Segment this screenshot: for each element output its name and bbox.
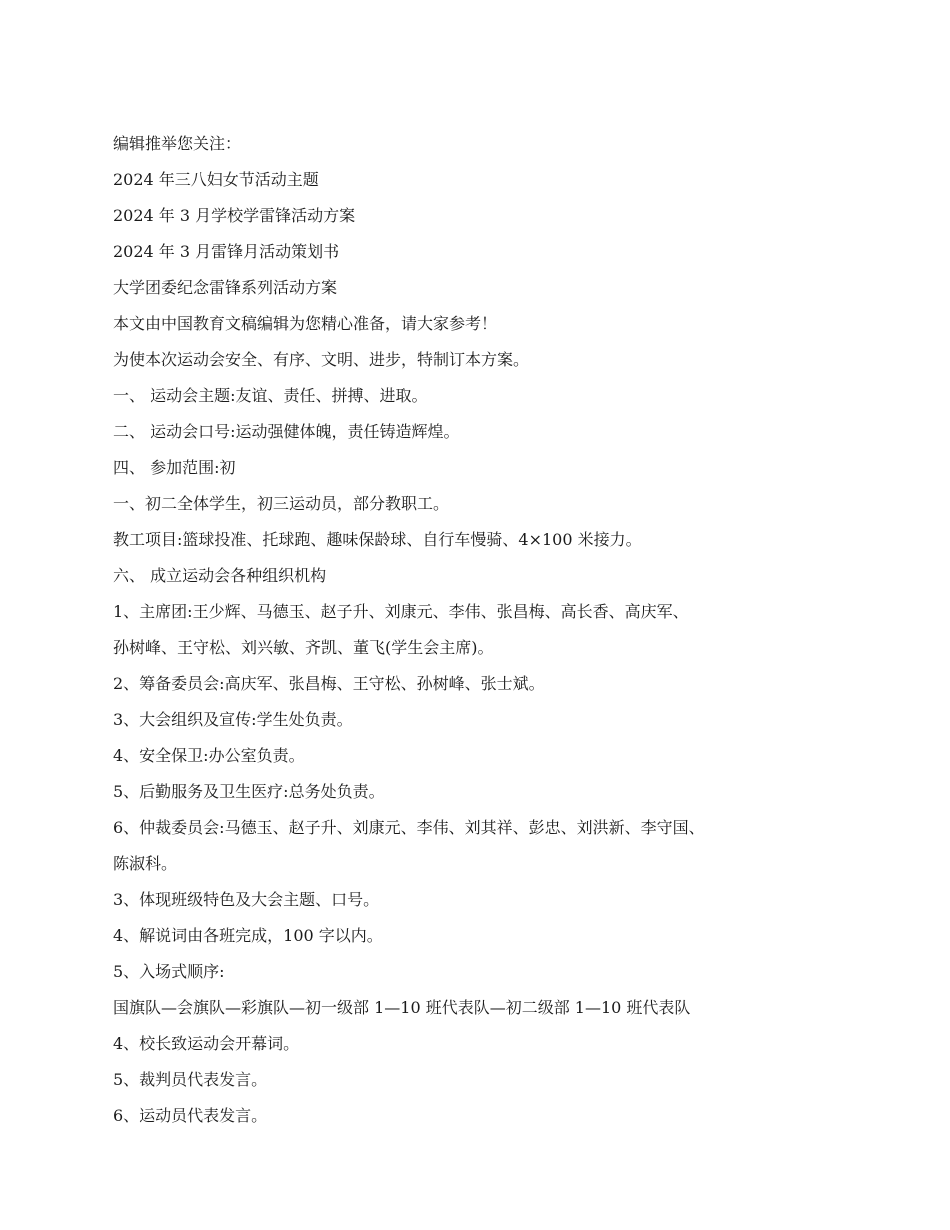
arbitration-line-1: 6、仲裁委员会:马德玉、赵子升、刘康元、李伟、刘其祥、彭忠、刘洪新、李守国、	[113, 818, 705, 837]
entrance-order-heading: 5、入场式顺序:	[113, 962, 225, 981]
referee-speech: 5、裁判员代表发言。	[113, 1070, 268, 1089]
editor-note: 本文由中国教育文稿编辑为您精心准备，请大家参考！	[113, 314, 498, 333]
commentary: 4、解说词由各班完成，100 字以内。	[113, 926, 383, 945]
logistics: 5、后勤服务及卫生医疗:总务处负责。	[113, 782, 385, 801]
section-slogan: 二、 运动会口号:运动强健体魄，责任铸造辉煌。	[113, 422, 460, 441]
class-feature: 3、体现班级特色及大会主题、口号。	[113, 890, 380, 909]
scope-detail: 一、初二全体学生，初三运动员，部分教职工。	[113, 494, 450, 513]
document-body	[113, 126, 873, 1134]
arbitration-line-2: 陈淑科。	[113, 854, 178, 873]
recommend-link-1: 2024 年三八妇女节活动主题	[113, 170, 319, 189]
section-organization: 六、 成立运动会各种组织机构	[113, 566, 327, 585]
recommend-link-3: 2024 年 3 月雷锋月活动策划书	[113, 242, 340, 261]
intro-paragraph: 为使本次运动会安全、有序、文明、进步，特制订本方案。	[113, 350, 530, 369]
publicity: 3、大会组织及宣传:学生处负责。	[113, 710, 353, 729]
presidium-line-1: 1、主席团:王少辉、马德玉、赵子升、刘康元、李伟、张昌梅、高长香、高庆军、	[113, 602, 689, 621]
presidium-line-2: 孙树峰、王守松、刘兴敏、齐凯、董飞(学生会主席)。	[113, 638, 494, 657]
recommend-link-4: 大学团委纪念雷锋系列活动方案	[113, 278, 338, 297]
athlete-speech: 6、运动员代表发言。	[113, 1106, 268, 1125]
staff-events: 教工项目:篮球投准、托球跑、趣味保龄球、自行车慢骑、4×100 米接力。	[113, 530, 642, 549]
security: 4、安全保卫:办公室负责。	[113, 746, 305, 765]
preparatory-committee: 2、筹备委员会:高庆军、张昌梅、王守松、孙树峰、张士斌。	[113, 674, 545, 693]
recommend-link-2: 2024 年 3 月学校学雷锋活动方案	[113, 206, 356, 225]
recommend-heading: 编辑推举您关注：	[113, 134, 242, 153]
principal-speech: 4、校长致运动会开幕词。	[113, 1034, 300, 1053]
section-theme: 一、 运动会主题:友谊、责任、拼搏、进取。	[113, 386, 428, 405]
entrance-order: 国旗队—会旗队—彩旗队—初一级部 1—10 班代表队—初二级部 1—10 班代表队	[113, 998, 691, 1017]
section-scope: 四、 参加范围:初	[113, 458, 236, 477]
